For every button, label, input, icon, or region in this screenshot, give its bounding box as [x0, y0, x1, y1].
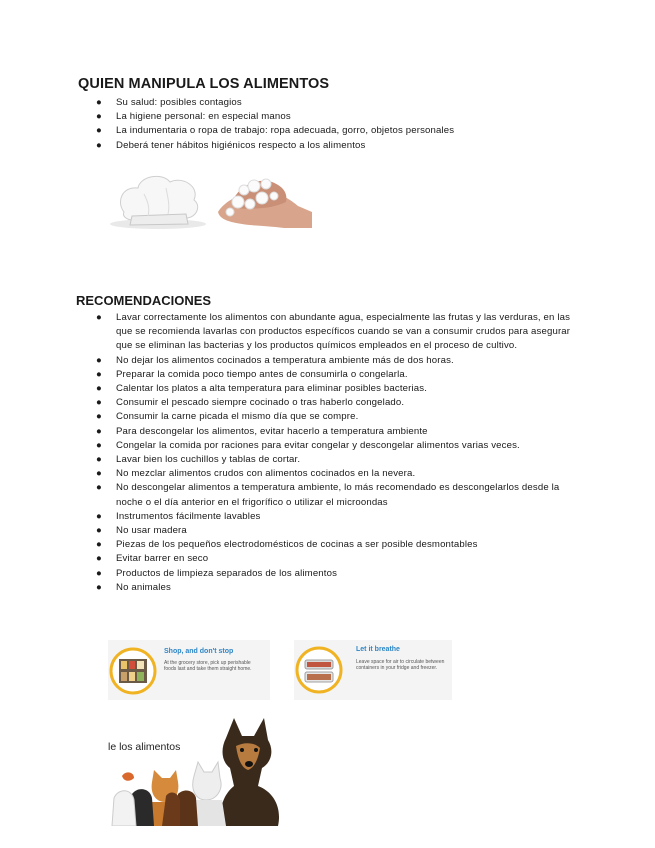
- bullet: ●: [96, 383, 102, 395]
- food-safety-card-shop: [108, 640, 270, 700]
- bullet: ●: [96, 439, 102, 451]
- bullet: ●: [96, 553, 102, 565]
- pets-illustration: [108, 716, 286, 826]
- bullet: ●: [96, 454, 102, 466]
- list-item: ● No usar madera: [96, 524, 576, 538]
- bullet: ●: [96, 539, 102, 551]
- food-containers-icon: [295, 646, 343, 694]
- list-item: ● Preparar la comida poco tiempo antes de consumirla o congelarla.: [96, 368, 576, 382]
- list-item: ● Piezas de los pequeños electrodomésticos de cocinas a ser posible desmontables: [96, 538, 576, 552]
- handwashing-image: [214, 168, 312, 230]
- list-item: ● Deberá tener hábitos higiénicos respecto a los alimentos: [96, 139, 546, 153]
- section-title-handlers: QUIEN MANIPULA LOS ALIMENTOS: [78, 76, 330, 92]
- bullet: ●: [96, 482, 102, 494]
- list-item: ● Consumir la carne picada el mismo día que se compre.: [96, 410, 576, 424]
- list-item: ● Evitar barrer en seco: [96, 552, 576, 566]
- card-text: At the grocery store, pick up perishable foods last and take them straight home.: [164, 660, 252, 673]
- pets-caption: le los alimentos: [108, 741, 181, 753]
- bullet: ●: [96, 411, 102, 423]
- list-item: ● Su salud: posibles contagios: [96, 96, 546, 110]
- bullet: ●: [96, 525, 102, 537]
- grocery-shelf-icon: [109, 647, 157, 695]
- card-title: Let it breathe: [356, 646, 400, 653]
- food-safety-card-breathe: [294, 640, 452, 700]
- list-item: ● La indumentaria o ropa de trabajo: ropa adecuada, gorro, objetos personales: [96, 124, 546, 138]
- list-item: ● No animales: [96, 581, 576, 595]
- bullet: ●: [96, 581, 102, 593]
- list-item: ● Productos de limpieza separados de los alimentos: [96, 567, 576, 581]
- list-item: ● Congelar la comida por raciones para evitar congelar y descongelar alimentos varias veces.: [96, 439, 576, 453]
- chef-hat-image: [108, 172, 208, 230]
- handlers-list: [96, 96, 546, 153]
- bullet: ●: [96, 567, 102, 579]
- bullet: ●: [96, 510, 102, 522]
- list-item: ● Calentar los platos a alta temperatura para eliminar posibles bacterias.: [96, 382, 576, 396]
- list-item: ● Para descongelar los alimentos, evitar hacerlo a temperatura ambiente: [96, 425, 576, 439]
- list-item: ● Lavar bien los cuchillos y tablas de cortar.: [96, 453, 576, 467]
- bullet: ●: [96, 312, 102, 323]
- bullet: ●: [96, 468, 102, 480]
- recommendations-list: [96, 311, 576, 595]
- bullet: ●: [96, 368, 102, 380]
- list-item: ● Lavar correctamente los alimentos con abundante agua, especialmente las frutas y las verduras, en las que se recomienda lavarlas con productos específicos cuando se van a consumir crudos para asegurar que se eliminan las bacterias y los productos químicos empleados en el proceso de cultivo.: [96, 312, 571, 352]
- card-title: Shop, and don't stop: [164, 648, 234, 655]
- section-title-recommendations: RECOMENDACIONES: [76, 293, 212, 308]
- list-item: ● No mezclar alimentos crudos con alimentos cocinados en la nevera.: [96, 467, 576, 481]
- bullet: ●: [96, 125, 102, 137]
- bullet: ●: [96, 354, 102, 366]
- bullet: ●: [96, 425, 102, 437]
- card-text: Leave space for air to circulate between containers in your fridge and freezer.: [356, 659, 445, 672]
- bullet: ●: [96, 397, 102, 409]
- bullet: ●: [96, 97, 102, 108]
- bullet: ●: [96, 111, 102, 123]
- pets-image: [108, 716, 286, 826]
- list-item: ● La higiene personal: en especial manos: [96, 110, 546, 124]
- list-item: ● Consumir el pescado siempre cocinado o tras haberlo congelado.: [96, 396, 576, 410]
- list-item: ● No descongelar alimentos a temperatura ambiente, lo más recomendado es descongelarlos desde la noche o el día anterior en el frigorífico o utilizar el microondas: [96, 482, 560, 508]
- list-item: ● No dejar los alimentos cocinados a temperatura ambiente más de dos horas.: [96, 354, 576, 368]
- list-item: ● Instrumentos fácilmente lavables: [96, 510, 576, 524]
- bullet: ●: [96, 139, 102, 151]
